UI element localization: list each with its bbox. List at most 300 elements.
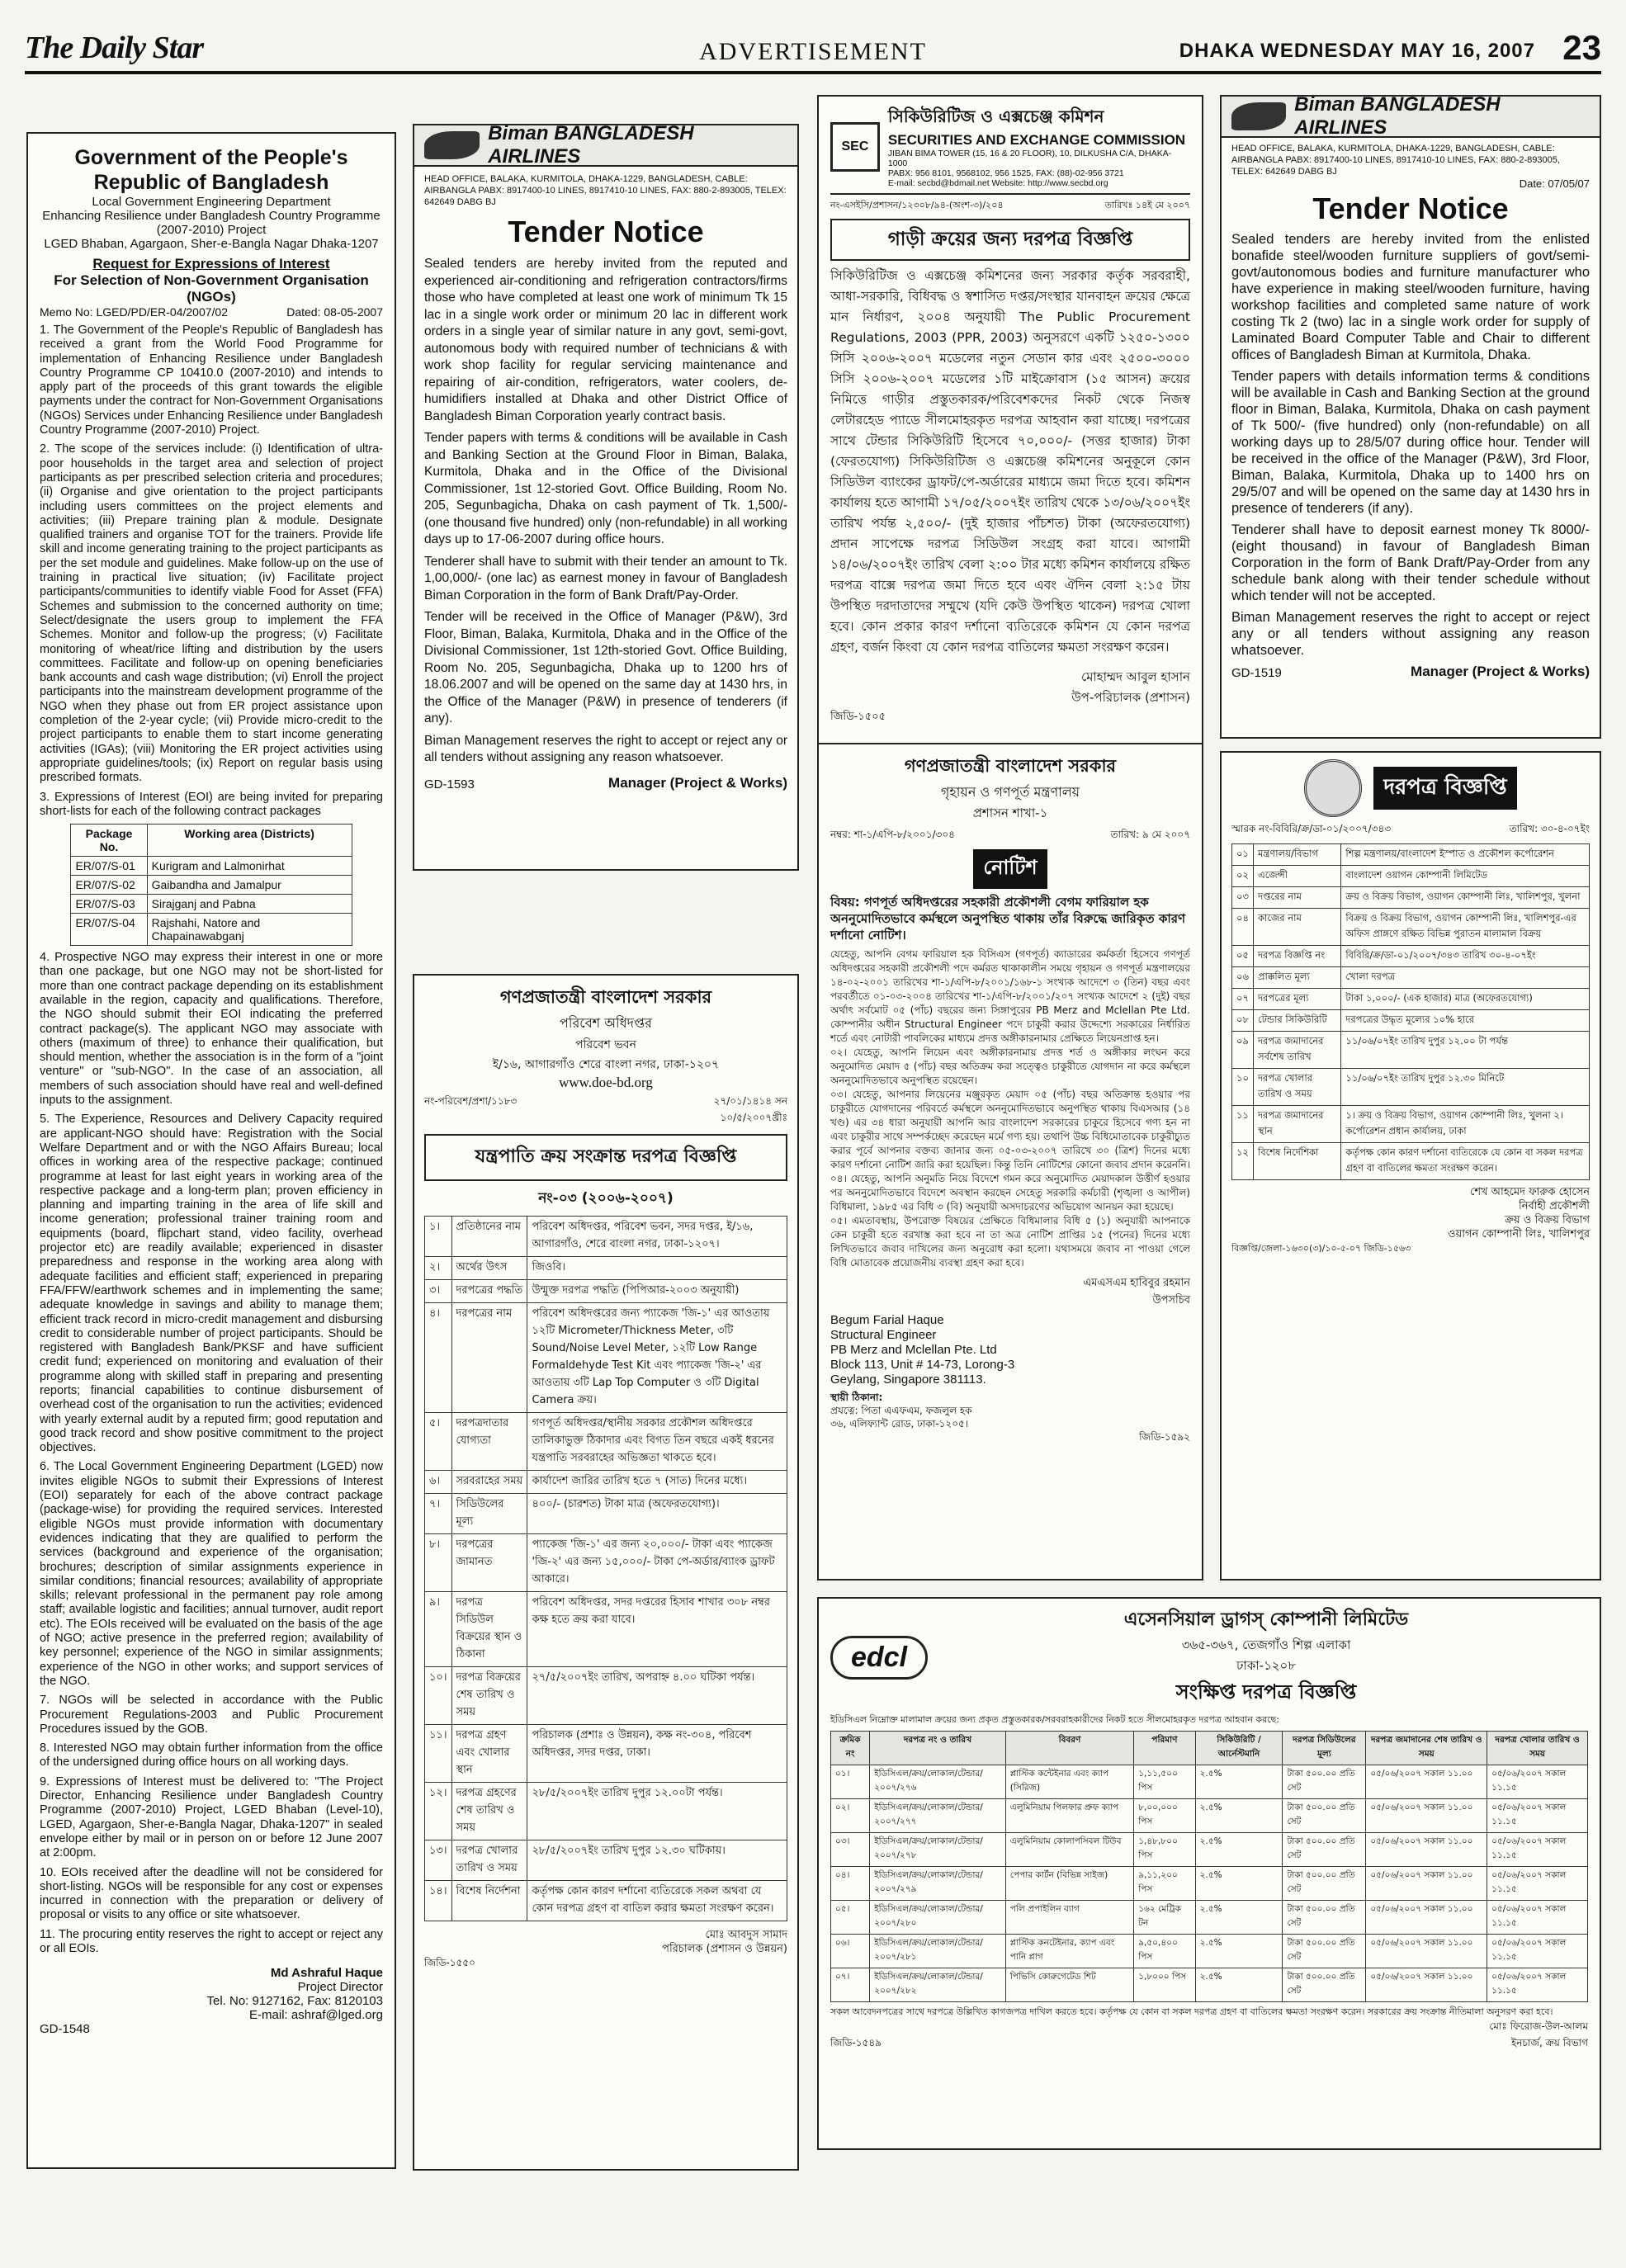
wagon-cell: ০৪ bbox=[1232, 909, 1254, 946]
edcl-cell: ১৬২ মেট্রিক টন bbox=[1134, 1901, 1195, 1935]
edcl-header-cell: ক্রমিক নং bbox=[831, 1732, 870, 1765]
edcl-cell: ২.৫% bbox=[1195, 1935, 1283, 1968]
lged-programme: Enhancing Resilience under Bangladesh Country Programme (2007-2010) Project bbox=[42, 209, 381, 237]
wagon-row bbox=[1232, 967, 1590, 989]
wagon-cell: মন্ত্রণালয়/বিভাগ bbox=[1253, 844, 1340, 866]
notice-body-4: ০৪। যেহেতু, আপনি অনুমতি নিয়ে বিদেশে গমন করে অনুমোদিত মেয়াদকাল উত্তীর্ণ হওয়ার পর অননুমোদিতভাবে বিদেশে অবস্থান করছেন সেহেতু সরকারি কর্মচারী (শৃঙ্খলা ও আপীল) বিধিমালা, ১৯৮৫ এর বিধি ৩ (বি) অনুযায়ী অসদাচরণের অভিযোগ আনয়ন করা হয়েছে। bbox=[830, 1173, 1190, 1212]
edcl-row bbox=[831, 1935, 1588, 1968]
notice-subject: বিষয়: গণপূর্ত অধিদপ্তরের সহকারী প্রকৌশলী বেগম ফারিয়াল হক অননুমোদিতভাবে কর্মস্থলে অনুপস্থিত থাকায় তাঁর বিরুদ্ধে জারিকৃত কারণ দর্শানো নোটিশ। bbox=[830, 895, 1186, 943]
biman-bird-icon bbox=[1231, 102, 1286, 130]
doe-cell: পরিবেশ অধিদপ্তরের জন্য প্যাকেজ 'জি-১' এর আওতায় ১২টি Micrometer/Thickness Meter, ৩টি Sound/Noise Level Meter, ১২টি Low Range Formaldehyde Test Kit এবং প্যাকেজ 'জি-২' এর আওতায় ৩টি Lap Top Computer ও ৩টি Digital Camera ক্রয়। bbox=[527, 1303, 787, 1413]
wagon-cell: শিল্প মন্ত্রণালয়/বাংলাদেশ ইস্পাত ও প্রকৌশল কর্পোরেশন bbox=[1341, 844, 1590, 866]
doe-signer: মোঃ আবদুস সামাদ bbox=[705, 1929, 787, 1941]
doe-cell: ১০। bbox=[425, 1667, 452, 1725]
wagon-cell: দরপত্র জমাদানের সর্বশেষ তারিখ bbox=[1253, 1032, 1340, 1069]
wagon-cell: ০৩ bbox=[1232, 887, 1254, 909]
edcl-row bbox=[831, 1867, 1588, 1901]
edcl-address: ৩৬৫-৩৬৭, তেজগাঁও শিল্প এলাকা bbox=[1181, 1637, 1351, 1652]
sec-signer: মোহাম্মদ আবুল হাসান bbox=[1080, 669, 1190, 684]
edcl-cell: এলুমিনিয়াম কোলাপসিবল টিউব bbox=[1005, 1833, 1133, 1867]
wagon-cell: টাকা ১,০০০/- (এক হাজার) মাত্র (অফেরতযোগ্য) bbox=[1341, 989, 1590, 1010]
doe-date-bn: ২৭/০১/১৪১৪ সন bbox=[713, 1095, 787, 1107]
package-no: ER/07/S-03 bbox=[71, 895, 147, 914]
biman-para-4: Biman Management reserves the right to accept or reject any or all tenders without assigning any reason whatsoever. bbox=[1231, 610, 1590, 658]
edcl-cell: ইডিসিএল/ক্রয়/লোকাল/টেন্ডার/২০০৭/২৭৮ bbox=[870, 1833, 1006, 1867]
doe-cell: উন্মুক্ত দরপত্র পদ্ধতি (পিপিআর-২০০৩ অনুযায়ী) bbox=[527, 1280, 787, 1303]
edcl-cell: টাকা ৫০০.০০ প্রতি সেট bbox=[1283, 1799, 1366, 1833]
wagon-cell: ১১/০৬/০৭ইং তারিখ দুপুর ১২.০০ টা পর্যন্ত bbox=[1341, 1032, 1590, 1069]
page-number: 23 bbox=[1562, 28, 1601, 67]
masthead bbox=[25, 30, 1601, 74]
lged-para-4: 4. Prospective NGO may express their interest in one or more than one package, but one NGO may not be short-listed for more than one contract package depending on its establishment available in the region, capacity and qualifications. Therefore, the NGO should submit their EOI indicating the preferred contract package(s). The applicant NGO may associate with others (maximum of three) to enhance their qualification, but should mention, whether the association is in the form of a "joint venture" or "sub-NGO". In the case of an association, all members of such association should have real and well-defined inputs to the assignment. bbox=[40, 951, 383, 1108]
edcl-name: এসেনসিয়াল ড্রাগস্ কোম্পানী লিমিটেড bbox=[1123, 1609, 1409, 1630]
wagon-date: তারিখ: ৩০-৪-০৭ইং bbox=[1509, 823, 1590, 834]
biman-logo bbox=[1222, 97, 1600, 138]
edcl-city: ঢাকা-১২০৮ bbox=[1236, 1658, 1297, 1673]
edcl-header-cell: বিবরণ bbox=[1005, 1732, 1133, 1765]
edcl-cell: ০৭। bbox=[831, 1968, 870, 2002]
wagon-row bbox=[1232, 946, 1590, 967]
wagon-cell: বিশেষ নির্দেশিকা bbox=[1253, 1143, 1340, 1180]
sec-name-bn: সিকিউরিটিজ ও এক্সচেঞ্জ কমিশন bbox=[887, 106, 1104, 126]
wagon-cell: ০২ bbox=[1232, 866, 1254, 887]
newspaper-logo: The Daily Star bbox=[25, 31, 204, 65]
edcl-cell: টাকা ৫০০.০০ প্রতি সেট bbox=[1283, 1968, 1366, 2002]
edcl-cell: টাকা ৫০০.০০ প্রতি সেট bbox=[1283, 1901, 1366, 1935]
biman-head-office: HEAD OFFICE, BALAKA, KURMITOLA, DHAKA-1229, BANGLADESH, CABLE: AIRBANGLA PABX: 8917400-10 LINES, 8917410-10 LINES, FAX: 880-2-893005, TELEX: 642649 DABG BJ bbox=[1231, 144, 1560, 177]
biman-tender-ad-1 bbox=[413, 124, 799, 871]
notice-address-line: Block 113, Unit # 14-73, Lorong-3 bbox=[830, 1358, 1015, 1372]
ministry-notice-ad bbox=[817, 743, 1203, 1581]
doe-table bbox=[424, 1216, 787, 1921]
lged-selection: For Selection of Non-Government Organisation (NGOs) bbox=[54, 272, 369, 305]
lged-memo: Memo No: LGED/PD/ER-04/2007/02 bbox=[40, 305, 228, 319]
doe-cell: ১২। bbox=[425, 1783, 452, 1840]
package-area: Gaibandha and Jamalpur bbox=[147, 876, 352, 895]
wagon-cell: দরপত্র খোলার তারিখ ও সময় bbox=[1253, 1069, 1340, 1106]
edcl-row bbox=[831, 1833, 1588, 1867]
sec-gd-number: জিডি-১৫০৫ bbox=[830, 711, 886, 723]
wagon-company: ওয়াগন কোম্পানী লিঃ, খালিশপুর bbox=[1448, 1228, 1590, 1240]
notice-ministry: গৃহায়ন ও গণপূর্ত মন্ত্রণালয় bbox=[940, 784, 1080, 800]
doe-cell: দরপত্রের পদ্ধতি bbox=[451, 1280, 527, 1303]
wagon-cell: ০৮ bbox=[1232, 1010, 1254, 1032]
edcl-cell: ১,৮০০০ পিস bbox=[1134, 1968, 1195, 2002]
edcl-cell: ইডিসিএল/ক্রয়/লোকাল/টেন্ডার/২০০৭/২৭৬ bbox=[870, 1765, 1006, 1799]
doe-cell: জিওবি। bbox=[527, 1257, 787, 1280]
doe-notice-no: নং-০৩ (২০০৬-২০০৭) bbox=[538, 1190, 674, 1207]
lged-para-5: 5. The Experience, Resources and Delivery Capacity required are applicant-NGO should have: Registration with the Social Welfare Department and or with the NGO Affairs Bureau; local offices in working area of the respective package; continued programme at least for last eight years in working area of the respective package and a long-term plan; proven efficiency in planning and imparting training in the area of life skill and income generation; professional trainer training room and equipments (board, flipchart stand, video facility, overhead projector etc) are readily available; experienced in disaster preparedness and response in the working area along with adequate facilities and efficient staff; experienced in preparing FFA/FFW/earthwork schemes and in implementing the same; adequate knowledge in savings and ability to manage them; efficient track record in micro-credit management and disbursing credit to considerable number of project participants. Should be registered with Bangladesh Bank/PKSF and have sufficient credit fund; experienced on monitoring and evaluation of their programme along with skilled staff in preparing and presenting reports; financial capabilities to continue disbursement of overhead cost of the organisation to run the activities; evidenced with yearly external audit by a reputed firm; good reputation and good track record and show positive commitment to the project objectives. bbox=[40, 1113, 383, 1455]
wagon-cell: ১০ bbox=[1232, 1069, 1254, 1106]
doe-cell: ১৩। bbox=[425, 1840, 452, 1881]
biman-gd-number: GD-1593 bbox=[424, 777, 475, 791]
notice-address-line: Geylang, Singapore 381113. bbox=[830, 1373, 986, 1387]
lged-title-2: Republic of Bangladesh bbox=[93, 171, 329, 194]
wagon-cell: কর্তৃপক্ষ কোন কারণ দর্শানো ব্যতিরেকে যে কোন বা সকল দরপত্র গ্রহণ বা বাতিলের ক্ষমতা সংরক্ষণ করেন। bbox=[1341, 1143, 1590, 1180]
wagon-row bbox=[1232, 909, 1590, 946]
edcl-cell: ১,৪৮,৮০০ পিস bbox=[1134, 1833, 1195, 1867]
edcl-signer: মোঃ ফিরোজ-উল-আলম bbox=[1489, 2020, 1588, 2032]
biman-logo-text: Biman BANGLADESH AIRLINES bbox=[1294, 95, 1501, 139]
edcl-title: সংক্ষিপ্ত দরপত্র বিজ্ঞপ্তি bbox=[1175, 1680, 1357, 1703]
wagon-ref: স্মারক নং-বিবিরি/ক্র/ডা-০১/২০০৭/৩৪৩ bbox=[1231, 823, 1392, 834]
package-no: ER/07/S-02 bbox=[71, 876, 147, 895]
biman-para-2: Tender papers with terms & conditions will be available in Cash and Banking Section at the Ground Floor in Biman, Balaka, Kurmitola, Dhaka and in the Office of the Divisional Commissioner, 1st 12-storied Govt. Office Building, Room No. 205, Segunbagicha, Dhaka on cash payment of Tk. 1,500/- (one thousand five hundred) only (non-refundable) in all working days up to 17-06-2007 during office hours. bbox=[424, 431, 787, 546]
wagon-cell: বাংলাদেশ ওয়াগন কোম্পানী লিমিটেড bbox=[1341, 866, 1590, 887]
edcl-cell: ০৫। bbox=[831, 1901, 870, 1935]
doe-row bbox=[425, 1534, 787, 1592]
doe-row bbox=[425, 1471, 787, 1494]
edcl-cell: পিভিসি কোরুগেটেড শিট bbox=[1005, 1968, 1133, 2002]
doe-cell: ২। bbox=[425, 1257, 452, 1280]
package-no: ER/07/S-04 bbox=[71, 914, 147, 946]
doe-signer-title: পরিচালক (প্রশাসন ও উন্নয়ন) bbox=[662, 1943, 787, 1955]
edcl-row bbox=[831, 1901, 1588, 1935]
edcl-cell: ইডিসিএল/ক্রয়/লোকাল/টেন্ডার/২০০৭/২৭৭ bbox=[870, 1799, 1006, 1833]
notice-body-2: ০২। যেহেতু, আপনি লিয়েন এবং অঙ্গীকারনামায় প্রদত্ত শর্ত ও অঙ্গীকার লংঘন করে অনুমোদিত মেয়াদ ৫ (পাঁচ) বছর অতিক্রম করা সত্ত্বেও চাকুরীতে যোগদান না করে কর্মস্থলে অননুমোদিতভাবে অনুপস্থিত রয়েছেন। bbox=[830, 1047, 1190, 1086]
wagon-row bbox=[1232, 887, 1590, 909]
edcl-cell: ২.৫% bbox=[1195, 1833, 1283, 1867]
lged-memo-date: Dated: 08-05-2007 bbox=[286, 305, 383, 319]
doe-cell: ৪। bbox=[425, 1303, 452, 1413]
edcl-tender-ad bbox=[817, 1597, 1601, 2150]
edcl-cell: ১,১১,৫০০ পিস bbox=[1134, 1765, 1195, 1799]
edcl-intro: ইডিসিএল নিম্নোক্ত মালামাল ক্রয়ের জন্য প্রকৃত প্রস্তুতকারক/সরবরাহকারীদের নিকট হতে সীলমোহরকৃত দরপত্র আহবান করছে: bbox=[830, 1714, 1279, 1725]
doe-cell: ৬। bbox=[425, 1471, 452, 1494]
sec-logo-icon: SEC bbox=[830, 122, 880, 172]
doe-cell: অর্থের উৎস bbox=[451, 1257, 527, 1280]
edcl-cell: টাকা ৫০০.০০ প্রতি সেট bbox=[1283, 1867, 1366, 1901]
doe-cell: কর্তৃপক্ষ কোন কারণ দর্শানো ব্যতিরেকে সকল অথবা যে কোন দরপত্র গ্রহণ বা বাতিল করার ক্ষমতা সংরক্ষণ করেন। bbox=[527, 1881, 787, 1921]
sec-contact: PABX: 956 8101, 9568102, 956 1525, FAX: (88)-02-956 3721 bbox=[887, 168, 1124, 178]
wagon-row bbox=[1232, 1143, 1590, 1180]
wagon-cell: ০৫ bbox=[1232, 946, 1254, 967]
edcl-cell: ০৫/০৬/২০০৭ সকাল ১১.১৫ bbox=[1487, 1968, 1588, 2002]
notice-ref: নম্বর: শা-১/এপি-৮/২০০১/৩০৪ bbox=[830, 829, 955, 840]
notice-title: নোটিশ bbox=[973, 849, 1047, 889]
lged-request: Request for Expressions of Interest bbox=[92, 256, 330, 272]
lged-dept: Local Government Engineering Department bbox=[92, 195, 331, 209]
doe-cell: ৮। bbox=[425, 1534, 452, 1592]
edcl-row bbox=[831, 1765, 1588, 1799]
wagon-signer: শেখ আহমেদ ফারুক হোসেন bbox=[1470, 1186, 1590, 1198]
notice-body-3: ০৩। যেহেতু, আপনার লিয়েনের মঞ্জুরকৃত মেয়াদ ০৫ (পাঁচ) বছর অতিক্রান্ত হওয়ার পর চাকুরীতে যোগদানের পরিবর্তে কর্মস্থলে অননুমোদিতভাবে অনুপস্থিত থাকায় বিএসআর (১৪ খণ্ড) এর ৩৪ ধারা অনুযায়ী আপনি আর বাংলাদেশ সরকারের চাকুরে হিসেবে গণ্য হন না এবং চাকুরীর সাথে সম্পর্কচ্ছেদ করেছেন মর্মে গণ্য হয়। তথাপি উচ্চ বিধিমোতাবেক চাকুরীচ্যুত করার পূর্বে আপনার বক্তব্য জানার জন্য ০৫-০৩-২০০৭ তারিখে ৩০ (ত্রিশ) দিনের মধ্যে কারণ দর্শানো নোটিশ জারি করা হয়েছিল। কিন্তু তিনি নোটিশের কোনো জবাব প্রদান করেননি। bbox=[830, 1089, 1190, 1170]
doe-title: যন্ত্রপাতি ক্রয় সংক্রান্ত দরপত্র বিজ্ঞপ্তি bbox=[424, 1134, 787, 1181]
doe-row bbox=[425, 1413, 787, 1471]
edcl-cell: ০৫/০৬/২০০৭ সকাল ১১.০০ bbox=[1366, 1968, 1487, 2002]
lged-gd-number: GD-1548 bbox=[40, 2022, 90, 2037]
edcl-cell: ০৫/০৬/২০০৭ সকাল ১১.০০ bbox=[1366, 1765, 1487, 1799]
package-row bbox=[71, 914, 352, 946]
edcl-cell: ০৫/০৬/২০০৭ সকাল ১১.০০ bbox=[1366, 1935, 1487, 1968]
lged-address: LGED Bhaban, Agargaon, Sher-e-Bangla Nagar Dhaka-1207 bbox=[44, 237, 379, 251]
biman-logo-text: Biman BANGLADESH AIRLINES bbox=[488, 124, 694, 168]
notice-gd-number: জিডি-১৫৯২ bbox=[1139, 1431, 1190, 1443]
edcl-row bbox=[831, 1968, 1588, 2002]
edcl-signer-title: ইনচার্জ, ক্রয় বিভাগ bbox=[1510, 2037, 1588, 2048]
sec-tender-ad bbox=[817, 95, 1203, 805]
edcl-table bbox=[830, 1731, 1588, 2002]
edcl-cell: এলুমিনিয়াম পিলফার প্রুফ ক্যাপ bbox=[1005, 1799, 1133, 1833]
doe-website: www.doe-bd.org bbox=[559, 1075, 653, 1090]
biman-para-1: Sealed tenders are hereby invited from the enlisted bonafide steel/wooden furniture suppliers of govt/semi-govt/autonomous bodies and furniture manufacturer who have experience in making steel/wooden furniture, having workshop facilities and completed same nature of work costing Tk 2 (two) lac in a single work order for supply of Laminated Board Computer Table and Chair to different offices of Bangladesh Biman at Kurmitola, Dhaka. bbox=[1231, 232, 1590, 362]
edcl-cell: পলি প্রপাইলিন ব্যাগ bbox=[1005, 1901, 1133, 1935]
wagon-row bbox=[1232, 1069, 1590, 1106]
doe-cell: দরপত্রের জামানত bbox=[451, 1534, 527, 1592]
notice-address bbox=[830, 1313, 1190, 1387]
lged-para-11: 11. The procuring entity reserves the right to accept or reject any or all EOIs. bbox=[40, 1927, 383, 1955]
edcl-row bbox=[831, 1799, 1588, 1833]
biman-signer: Manager (Project & Works) bbox=[608, 774, 787, 791]
package-no: ER/07/S-01 bbox=[71, 857, 147, 876]
doe-cell: দরপত্রের নাম bbox=[451, 1303, 527, 1413]
biman-gd-number: GD-1519 bbox=[1231, 666, 1282, 680]
package-table bbox=[70, 824, 352, 946]
package-area: Sirajganj and Pabna bbox=[147, 895, 352, 914]
lged-signer: Md Ashraful Haque bbox=[270, 1966, 383, 1981]
edcl-header-cell: পরিমাণ bbox=[1134, 1732, 1195, 1765]
wagon-cell: কাজের নাম bbox=[1253, 909, 1340, 946]
sec-title: গাড়ী ক্রয়ের জন্য দরপত্র বিজ্ঞপ্তি bbox=[830, 219, 1190, 261]
biman-logo bbox=[414, 125, 797, 167]
edcl-cell: ০৫/০৬/২০০৭ সকাল ১১.০০ bbox=[1366, 1867, 1487, 1901]
issue-date: DHAKA WEDNESDAY MAY 16, 2007 bbox=[1179, 40, 1535, 62]
doe-cell: ২৭/৫/২০০৭ইং তারিখ, অপরাহ্ন ৪.০০ ঘটিকা পর্যন্ত। bbox=[527, 1667, 787, 1725]
lged-eoi-ad bbox=[26, 132, 396, 2169]
doe-cell: ১১। bbox=[425, 1725, 452, 1783]
edcl-header-row bbox=[831, 1732, 1588, 1765]
lged-para-2: 2. The scope of the services include: (i) Identification of ultra-poor households in the target area and selection of project participants as per prescribed selection criteria and procedures; (ii) Organise and give orientation to the project participants including users committees on the project elements and activities; (iii) Prepare training plan & module. Designate qualified trainers and organise TOT for the trainers. Provide life skill and income generating training to the project participants as per the set module and guidelines. Make follow-up on the use of training in practical live situation; (iv) Facilitate project participants/communities to identify viable Food for Asset (FFA) Schemes and submission to the concerned authority on time; Select/designate the users group to implement the FFA Schemes. Monitor and follow-up the progress; (v) Facilitate monitoring of wheat/rice lifting and distribution by the users committees. Facilitate and follow-up on opening beneficiaries bank accounts and cash wage distribution; (vi) Enroll the project participants into the mainstream development programme of the NGO when they phase out from ER project assistance upon completion of the 2-year cycle; (vii) Provide micro-credit to the project participants to enable them to start income generating activities (IGAs); (viii) Monitoring the ER project activities using appropriate guidelines/tools; (ix) Report on regular basis using prescribed formats. bbox=[40, 442, 383, 785]
wagon-cell: বিক্রয় ও বিক্রয় বিভাগ, ওয়াগন কোম্পানী লিঃ, খালিশপুর-এর অফিস প্রাঙ্গণে রক্ষিত বিভিন্ন পুরাতন মালামাল বিক্রয় bbox=[1341, 909, 1590, 946]
biman-tender-title: Tender Notice bbox=[1312, 191, 1509, 225]
edcl-cell: ০৩। bbox=[831, 1833, 870, 1867]
doe-cell: প্যাকেজ 'জি-১' এর জন্য ২০,০০০/- টাকা এবং প্যাকেজ 'জি-২' এর জন্য ১৫,০০০/- টাকা পে-অর্ডার/ব্যাংক ড্রাফট আকারে। bbox=[527, 1534, 787, 1592]
edcl-cell: ০৫/০৬/২০০৭ সকাল ১১.১৫ bbox=[1487, 1935, 1588, 1968]
doe-address: ই/১৬, আগারগাঁও শেরে বাংলা নগর, ঢাকা-১২০৭ bbox=[492, 1058, 720, 1071]
wagon-row bbox=[1232, 866, 1590, 887]
edcl-cell: ইডিসিএল/ক্রয়/লোকাল/টেন্ডার/২০০৭/২৮২ bbox=[870, 1968, 1006, 2002]
edcl-header-cell: দরপত্র নং ও তারিখ bbox=[870, 1732, 1006, 1765]
doe-ref: নং-পরিবেশ/প্রশা/১১৮৩ bbox=[424, 1095, 518, 1107]
doe-cell: প্রতিষ্ঠানের নাম bbox=[451, 1217, 527, 1257]
doe-row bbox=[425, 1494, 787, 1534]
doe-bhaban: পরিবেশ ভবন bbox=[575, 1038, 636, 1051]
wagon-row bbox=[1232, 1106, 1590, 1143]
edcl-cell: ০৫/০৬/২০০৭ সকাল ১১.০০ bbox=[1366, 1799, 1487, 1833]
wagon-cell: দরপত্রের মূল্য bbox=[1253, 989, 1340, 1010]
package-row bbox=[71, 876, 352, 895]
doe-cell: পরিচালক (প্রশাঃ ও উন্নয়ন), কক্ষ নং-৩০৪, পরিবেশ অধিদপ্তর, সদর দপ্তর, ঢাকা। bbox=[527, 1725, 787, 1783]
edcl-cell: ৯,১১,২০০ পিস bbox=[1134, 1867, 1195, 1901]
sec-date: তারিখঃ ১৪ই মে ২০০৭ bbox=[1104, 200, 1190, 210]
doe-row bbox=[425, 1303, 787, 1413]
doe-cell: ৩। bbox=[425, 1280, 452, 1303]
doe-date-en: ১০/৫/২০০৭খ্রীঃ bbox=[720, 1112, 787, 1123]
wagon-row bbox=[1232, 1010, 1590, 1032]
biman-tender-title: Tender Notice bbox=[508, 215, 704, 248]
wagon-cell: ০১ bbox=[1232, 844, 1254, 866]
biman-para-4: Tender will be received in the Office of Manager (P&W), 3rd Floor, Biman, Balaka, Kurmitola, Dhaka and in the Office of the Divisional Commissioner, 1st 12th-storied Govt. Office Building, Room No. 205, Segunbagicha, Dhaka up to 1200 hrs of 18.06.2007 and will be opened on the same day at 1430 hrs, in the Office of the Manager (P&W) in presence of tenderers (if any). bbox=[424, 610, 787, 725]
biman-para-3: Tenderer shall have to submit with their tender an amount to Tk. 1,00,000/- (one lac) as earnest money in favour of Bangladesh Biman Corporation in the form of Bank Draft/Pay-Order. bbox=[424, 554, 787, 602]
edcl-cell: ০১। bbox=[831, 1765, 870, 1799]
sec-address: JIBAN BIMA TOWER (15, 16 & 20 FLOOR), 10, DILKUSHA C/A, DHAKA-1000 bbox=[887, 149, 1172, 168]
wagon-cell: ০৭ bbox=[1232, 989, 1254, 1010]
edcl-cell: ০৫/০৬/২০০৭ সকাল ১১.১৫ bbox=[1487, 1833, 1588, 1867]
notice-body-5: ০৫। এমতাবস্থায়, উপরোক্ত বিষয়ের প্রেক্ষিতে বিধিমালার বিধি ৫ (১) অনুযায়ী আপনাকে কেন চাকুরী হতে বরখাস্ত করা হবে না তা অত্র নোটিশ প্রাপ্তির ১৫ (পনের) দিনের মধ্যে লিখিতভাবে জবাব দাখিলের জন্য অনুরোধ করা হলো। যথাসময়ে জবাব না পাওয়া গেলে বিধি মোতাবেক প্রয়োজনীয় ব্যবস্থা গ্রহণ করা হবে। bbox=[830, 1215, 1190, 1269]
package-area: Rajshahi, Natore and Chapainawabganj bbox=[147, 914, 352, 946]
doe-row bbox=[425, 1725, 787, 1783]
wagon-signer-title: নির্বাহী প্রকৌশলী bbox=[1518, 1200, 1590, 1212]
package-header-no: Package No. bbox=[71, 825, 147, 857]
wagon-row bbox=[1232, 844, 1590, 866]
lged-para-3: 3. Expressions of Interest (EOI) are being invited for preparing short-lists for each of the following contract packages bbox=[40, 790, 383, 818]
edcl-header-cell: দরপত্র সিডিউলের মূল্য bbox=[1283, 1732, 1366, 1765]
doe-tender-ad bbox=[413, 974, 799, 2171]
doe-cell: দরপত্রদাতার যোগ্যতা bbox=[451, 1413, 527, 1471]
lged-tel: Tel. No: 9127162, Fax: 8120103 bbox=[206, 1994, 383, 2009]
wagon-cell: দরপত্রের উদ্ধৃত মূল্যের ১০% হারে bbox=[1341, 1010, 1590, 1032]
doe-cell: সিডিউলের মূল্য bbox=[451, 1494, 527, 1534]
edcl-cell: প্লাস্টিক কন্টেইনার এবং ক্যাপ (সিরিজ) bbox=[1005, 1765, 1133, 1799]
notice-branch: প্রশাসন শাখা-১ bbox=[972, 806, 1048, 820]
wagon-cell: বিবিরি/ক্র/ডা-০১/২০০৭/৩৪৩ তারিখ ৩০-৪-০৭ইং bbox=[1341, 946, 1590, 967]
doe-cell: ২৮/৫/২০০৭ইং তারিখ দুপুর ১২.০০টা পর্যন্ত। bbox=[527, 1783, 787, 1840]
edcl-cell: ০৫/০৬/২০০৭ সকাল ১১.১৫ bbox=[1487, 1765, 1588, 1799]
edcl-cell: টাকা ৫০০.০০ প্রতি সেট bbox=[1283, 1935, 1366, 1968]
wagon-dept: ক্রয় ও বিক্রয় বিভাগ bbox=[1505, 1214, 1590, 1226]
lged-para-1: 1. The Government of the People's Republic of Bangladesh has received a grant from the World Food Programme for implementation of Enhancing Resilience under Bangladesh Country Programme CP 10410.0 (2007-2010) and intends to apply part of the proceeds of this grant towards the eligible payments under the contract for Non-Government Organisations (NGOs) Services under Enhancing Resilience under Bangladesh Country Programme (2007-2010) Project. bbox=[40, 324, 383, 437]
wagon-cell: ১১ bbox=[1232, 1106, 1254, 1143]
doe-row bbox=[425, 1280, 787, 1303]
doe-cell: ২৮/৫/২০০৭ইং তারিখ দুপুর ১২.৩০ ঘটিকায়। bbox=[527, 1840, 787, 1881]
doe-row bbox=[425, 1592, 787, 1667]
doe-cell: দরপত্র সিডিউল বিক্রয়ের স্থান ও ঠিকানা bbox=[451, 1592, 527, 1667]
notice-cc-line: ৩৬, এলিফ্যান্ট রোড, ঢাকা-১২০৫। bbox=[830, 1418, 969, 1429]
edcl-cell: ২.৫% bbox=[1195, 1799, 1283, 1833]
wagon-cell: ক্রয় ও বিক্রয় বিভাগ, ওয়াগন কোম্পানী লিঃ, খালিশপুর, খুলনা bbox=[1341, 887, 1590, 909]
doe-row bbox=[425, 1257, 787, 1280]
wagon-title: দরপত্র বিজ্ঞপ্তি bbox=[1373, 767, 1516, 810]
wagon-cell: ১১/০৬/০৭ইং তারিখ দুপুর ১২.৩০ মিনিটে bbox=[1341, 1069, 1590, 1106]
doe-cell: দরপত্র বিক্রয়ের শেষ তারিখ ও সময় bbox=[451, 1667, 527, 1725]
biman-bird-icon bbox=[424, 131, 480, 159]
sec-signer-title: উপ-পরিচালক (প্রশাসন) bbox=[1071, 690, 1190, 705]
doe-row bbox=[425, 1667, 787, 1725]
wagon-cell: খোলা দরপত্র bbox=[1341, 967, 1590, 989]
doe-cell: গণপূর্ত অধিদপ্তর/স্থানীয় সরকার প্রকৌশল অধিদপ্তরে তালিকাভুক্ত ঠিকাদার এবং বিগত তিন বছরে একই ধরনের যন্ত্রপাতি সরবরাহের অভিজ্ঞতা থাকতে হবে। bbox=[527, 1413, 787, 1471]
doe-row bbox=[425, 1840, 787, 1881]
lged-para-8: 8. Interested NGO may obtain further information from the office of the undersigned during office hours on all working days. bbox=[40, 1741, 383, 1770]
notice-cc-title: স্থায়ী ঠিকানা: bbox=[830, 1392, 883, 1403]
sec-ref: নং-এসইসি/প্রশাসন/১২৩০৮/৯৪-(অংশ-৩)/২০৪ bbox=[830, 200, 1004, 210]
biman-para-2: Tender papers with details information terms & conditions will be available in Cash and Banking Section at the ground floor in Biman, Balaka, Kurmitola, Dhaka on cash payment of Tk 500/- (five hundred) only (non-refundable) on all working days up to 28/5/07 during office hour. Tender will be received in the office of the Manager (P&W), 3rd Floor, Biman, Balaka, Kurmitola, Dhaka up to 1400 hrs on 29/5/07 and will be opened on the same day at 1430 hrs in presence of tenderers (if any). bbox=[1231, 369, 1590, 516]
doe-cell: পরিবেশ অধিদপ্তর, পরিবেশ ভবন, সদর দপ্তর, ই/১৬, আগারগাঁও, শেরে বাংলা নগর, ঢাকা-১২০৭। bbox=[527, 1217, 787, 1257]
notice-gov: গণপ্রজাতন্ত্রী বাংলাদেশ সরকার bbox=[904, 756, 1117, 776]
edcl-logo: edcl bbox=[830, 1636, 928, 1680]
doe-row bbox=[425, 1783, 787, 1840]
wagon-gd-number: বিজ্ঞপ্তি/জেলা-১৬৩০(৩)/১০-৫-০৭ জিডি-১৫৬৩ bbox=[1231, 1243, 1411, 1254]
wagon-cell: দপ্তরের নাম bbox=[1253, 887, 1340, 909]
edcl-cell: ২.৫% bbox=[1195, 1901, 1283, 1935]
notice-addressee: Begum Farial Haque bbox=[830, 1313, 944, 1327]
doe-cell: কার্যাদেশ জারির তারিখ হতে ৭ (সাত) দিনের মধ্যে। bbox=[527, 1471, 787, 1494]
package-area: Kurigram and Lalmonirhat bbox=[147, 857, 352, 876]
doe-row bbox=[425, 1881, 787, 1921]
wagon-cell: টেন্ডার সিকিউরিটি bbox=[1253, 1010, 1340, 1032]
lged-signer-title: Project Director bbox=[297, 1980, 383, 1995]
edcl-header-cell: দরপত্র জমাদানের শেষ তারিখ ও সময় bbox=[1366, 1732, 1487, 1765]
doe-cell: ১। bbox=[425, 1217, 452, 1257]
lged-para-10: 10. EOIs received after the deadline will not be considered for short-listing. NGOs will be responsible for any cost or expenses incurred in connection with the preparation or delivery of proposal or visits to any office or site whatsoever. bbox=[40, 1865, 383, 1922]
edcl-cell: ইডিসিএল/ক্রয়/লোকাল/টেন্ডার/২০০৭/২৭৯ bbox=[870, 1867, 1006, 1901]
wagon-tender-ad bbox=[1220, 751, 1601, 1581]
notice-body-1: যেহেতু, আপনি বেগম ফারিয়াল হক বিসিএস (গণপূর্ত) ক্যাডারের কর্মকর্তা হিসেবে গণপূর্ত অধিদপ্তরের সহকারী প্রকৌশলী পদে কর্মরত থাকাকালীন সময়ে গৃহায়ন ও গণপূর্ত মন্ত্রণালয়ের ১৪-০২-২০০১ তারিখের শা-১/এপি-৮/২০০১/১৬৮-১ সংখ্যক আদেশে ৩ (তিন) বছর এবং পরবর্তীতে ০১-০৩-২০০৪ তারিখের শা-১/এপি-৮/২০০১/২০৭ সংখ্যক আদেশে ২ (দুই) বছর অর্থাৎ সর্বমোট ০৫ (পাঁচ) বছরের জন্য সিঙ্গাপুরের PB Merz and Mclellan Pte Ltd. কোম্পানীর অধীন Structural Engineer পদে চাকুরী করার উদ্দেশ্যে সরকারের নির্ধারিত শর্তে এবং নোটারী পাবলিকের মাধ্যমে প্রদত্ত অঙ্গীকারনামার প্রেক্ষিতে লিয়েনপ্রাপ্ত হন। bbox=[830, 948, 1190, 1044]
edcl-cell: ২.৫% bbox=[1195, 1867, 1283, 1901]
edcl-gd-number: জিডি-১৫৪৯ bbox=[830, 2037, 882, 2048]
biman-para-3: Tenderer shall have to deposit earnest money Tk 8000/- (eight thousand) in favour of Bangladesh Biman Corporation in the form of Bank Draft/Pay-Order from any schedule bank along with their tender schedule without which tender will not be accepted. bbox=[1231, 522, 1590, 603]
edcl-cell: ০২। bbox=[831, 1799, 870, 1833]
edcl-header-cell: সিকিউরিটি / আর্নেস্টমানি bbox=[1195, 1732, 1283, 1765]
edcl-cell: ০৫/০৬/২০০৭ সকাল ১১.১৫ bbox=[1487, 1799, 1588, 1833]
government-seal-icon bbox=[1304, 759, 1362, 817]
wagon-cell: দরপত্র বিজ্ঞপ্তি নং bbox=[1253, 946, 1340, 967]
notice-date: তারিখ: ৯ মে ২০০৭ bbox=[1110, 829, 1190, 840]
biman-tender-ad-2 bbox=[1220, 95, 1601, 739]
doe-cell: দরপত্র গ্রহণের শেষ তারিখ ও সময় bbox=[451, 1783, 527, 1840]
doe-cell: দরপত্র খোলার তারিখ ও সময় bbox=[451, 1840, 527, 1881]
edcl-cell: ০৫/০৬/২০০৭ সকাল ১১.১৫ bbox=[1487, 1901, 1588, 1935]
lged-para-7: 7. NGOs will be selected in accordance with the Public Procurement Regulations-2003 and Public Procurement Procedures issued by the GOB. bbox=[40, 1694, 383, 1736]
doe-cell: দরপত্র গ্রহণ এবং খোলার স্থান bbox=[451, 1725, 527, 1783]
sec-email: E-mail: secbd@bdmail.net Website: http://www.secbd.org bbox=[887, 178, 1108, 188]
edcl-cell: ৮,০০,০০০ পিস bbox=[1134, 1799, 1195, 1833]
biman-para-5: Biman Management reserves the right to accept or reject any or all tenders without assigning any reason whatsoever. bbox=[424, 733, 787, 764]
doe-gd-number: জিডি-১৫৫০ bbox=[424, 1957, 475, 1968]
edcl-cell: ০৫/০৬/২০০৭ সকাল ১১.০০ bbox=[1366, 1901, 1487, 1935]
edcl-cell: প্লাস্টিক কনটেইনার, ক্যাপ এবং পানি প্লাগ bbox=[1005, 1935, 1133, 1968]
wagon-cell: ১২ bbox=[1232, 1143, 1254, 1180]
edcl-cell: টাকা ৫০০.০০ প্রতি সেট bbox=[1283, 1833, 1366, 1867]
edcl-cell: ০৬। bbox=[831, 1935, 870, 1968]
package-row bbox=[71, 895, 352, 914]
wagon-row bbox=[1232, 989, 1590, 1010]
doe-cell: ৪০০/- (চারশত) টাকা মাত্র (অফেরতযোগ্য)। bbox=[527, 1494, 787, 1534]
doe-cell: ১৪। bbox=[425, 1881, 452, 1921]
edcl-note: সকল আবেদনপত্রের সাথে দরপত্রে উল্লিখিত কাগজপত্র দাখিল করতে হবে। কর্তৃপক্ষ যে কোন বা সকল দরপত্র গ্রহণ বা বাতিলের ক্ষমতা সংরক্ষণ করেন। সরকারের ক্রয় সংক্রান্ত নীতিমালা অনুসরণ করা হবে। bbox=[830, 2006, 1553, 2017]
doe-cell: পরিবেশ অধিদপ্তর, সদর দপ্তরের হিসাব শাখার ৩০৮ নম্বর কক্ষ হতে ক্রয় করা যাবে। bbox=[527, 1592, 787, 1667]
package-row bbox=[71, 857, 352, 876]
lged-para-6: 6. The Local Government Engineering Department (LGED) now invites eligible NGOs to submit their Expressions of Interest (EOI) separately for each of the above contract package (package-wise) for providing the required services. Interested eligible NGOs must provide information with documentary evidences indicating that they are qualified to perform the services (background and experience of the organisation; brochures; description of similar assignments experience in similar conditions; financial resources; availability of appropriate skills; relevant professional in the permanent pay role among staff; available logistic and facilities; annual turnover, audit report etc). The EOIs received will be evaluated on the basis of the age of NGO; active presence in the preferred region; availability of key personnel; experience of the NGO in similar assignments; experience of the NGO in other works; and support services of the NGO. bbox=[40, 1460, 383, 1688]
lged-para-9: 9. Expressions of Interest must be delivered to: "The Project Director, Enhancing Resilience under Bangladesh Country Programme (2007-2010) Project, LGED Bhaban (Level-10), LGED, Agargaon, Sher-e-Bangla Nagar, Dhaka-1207" in sealed envelope either by mail or in person on or before 12 June 2007 at 2:00pm. bbox=[40, 1774, 383, 1860]
wagon-cell: ১। ক্রয় ও বিক্রয় বিভাগ, ওয়াগন কোম্পানী লিঃ, খুলনা ২। কর্পোরেশন প্রধান কার্যালয়, ঢাকা bbox=[1341, 1106, 1590, 1143]
doe-row bbox=[425, 1217, 787, 1257]
sec-name-en: SECURITIES AND EXCHANGE COMMISSION bbox=[887, 132, 1186, 148]
edcl-cell: ইডিসিএল/ক্রয়/লোকাল/টেন্ডার/২০০৭/২৮০ bbox=[870, 1901, 1006, 1935]
edcl-cell: ৯,৫০,৪০০ পিস bbox=[1134, 1935, 1195, 1968]
edcl-header-cell: দরপত্র খোলার তারিখ ও সময় bbox=[1487, 1732, 1588, 1765]
doe-cell: ৫। bbox=[425, 1413, 452, 1471]
wagon-cell: এজেন্সী bbox=[1253, 866, 1340, 887]
doe-cell: ৯। bbox=[425, 1592, 452, 1667]
wagon-cell: দরপত্র জমাদানের স্থান bbox=[1253, 1106, 1340, 1143]
section-title: ADVERTISEMENT bbox=[699, 38, 927, 65]
lged-title-1: Government of the People's bbox=[74, 146, 348, 169]
biman-signer: Manager (Project & Works) bbox=[1411, 664, 1590, 679]
doe-gov: গণপ্রজাতন্ত্রী বাংলাদেশ সরকার bbox=[499, 987, 712, 1007]
doe-cell: ৭। bbox=[425, 1494, 452, 1534]
wagon-cell: ০৯ bbox=[1232, 1032, 1254, 1069]
edcl-cell: ০৫/০৬/২০০৭ সকাল ১১.১৫ bbox=[1487, 1867, 1588, 1901]
